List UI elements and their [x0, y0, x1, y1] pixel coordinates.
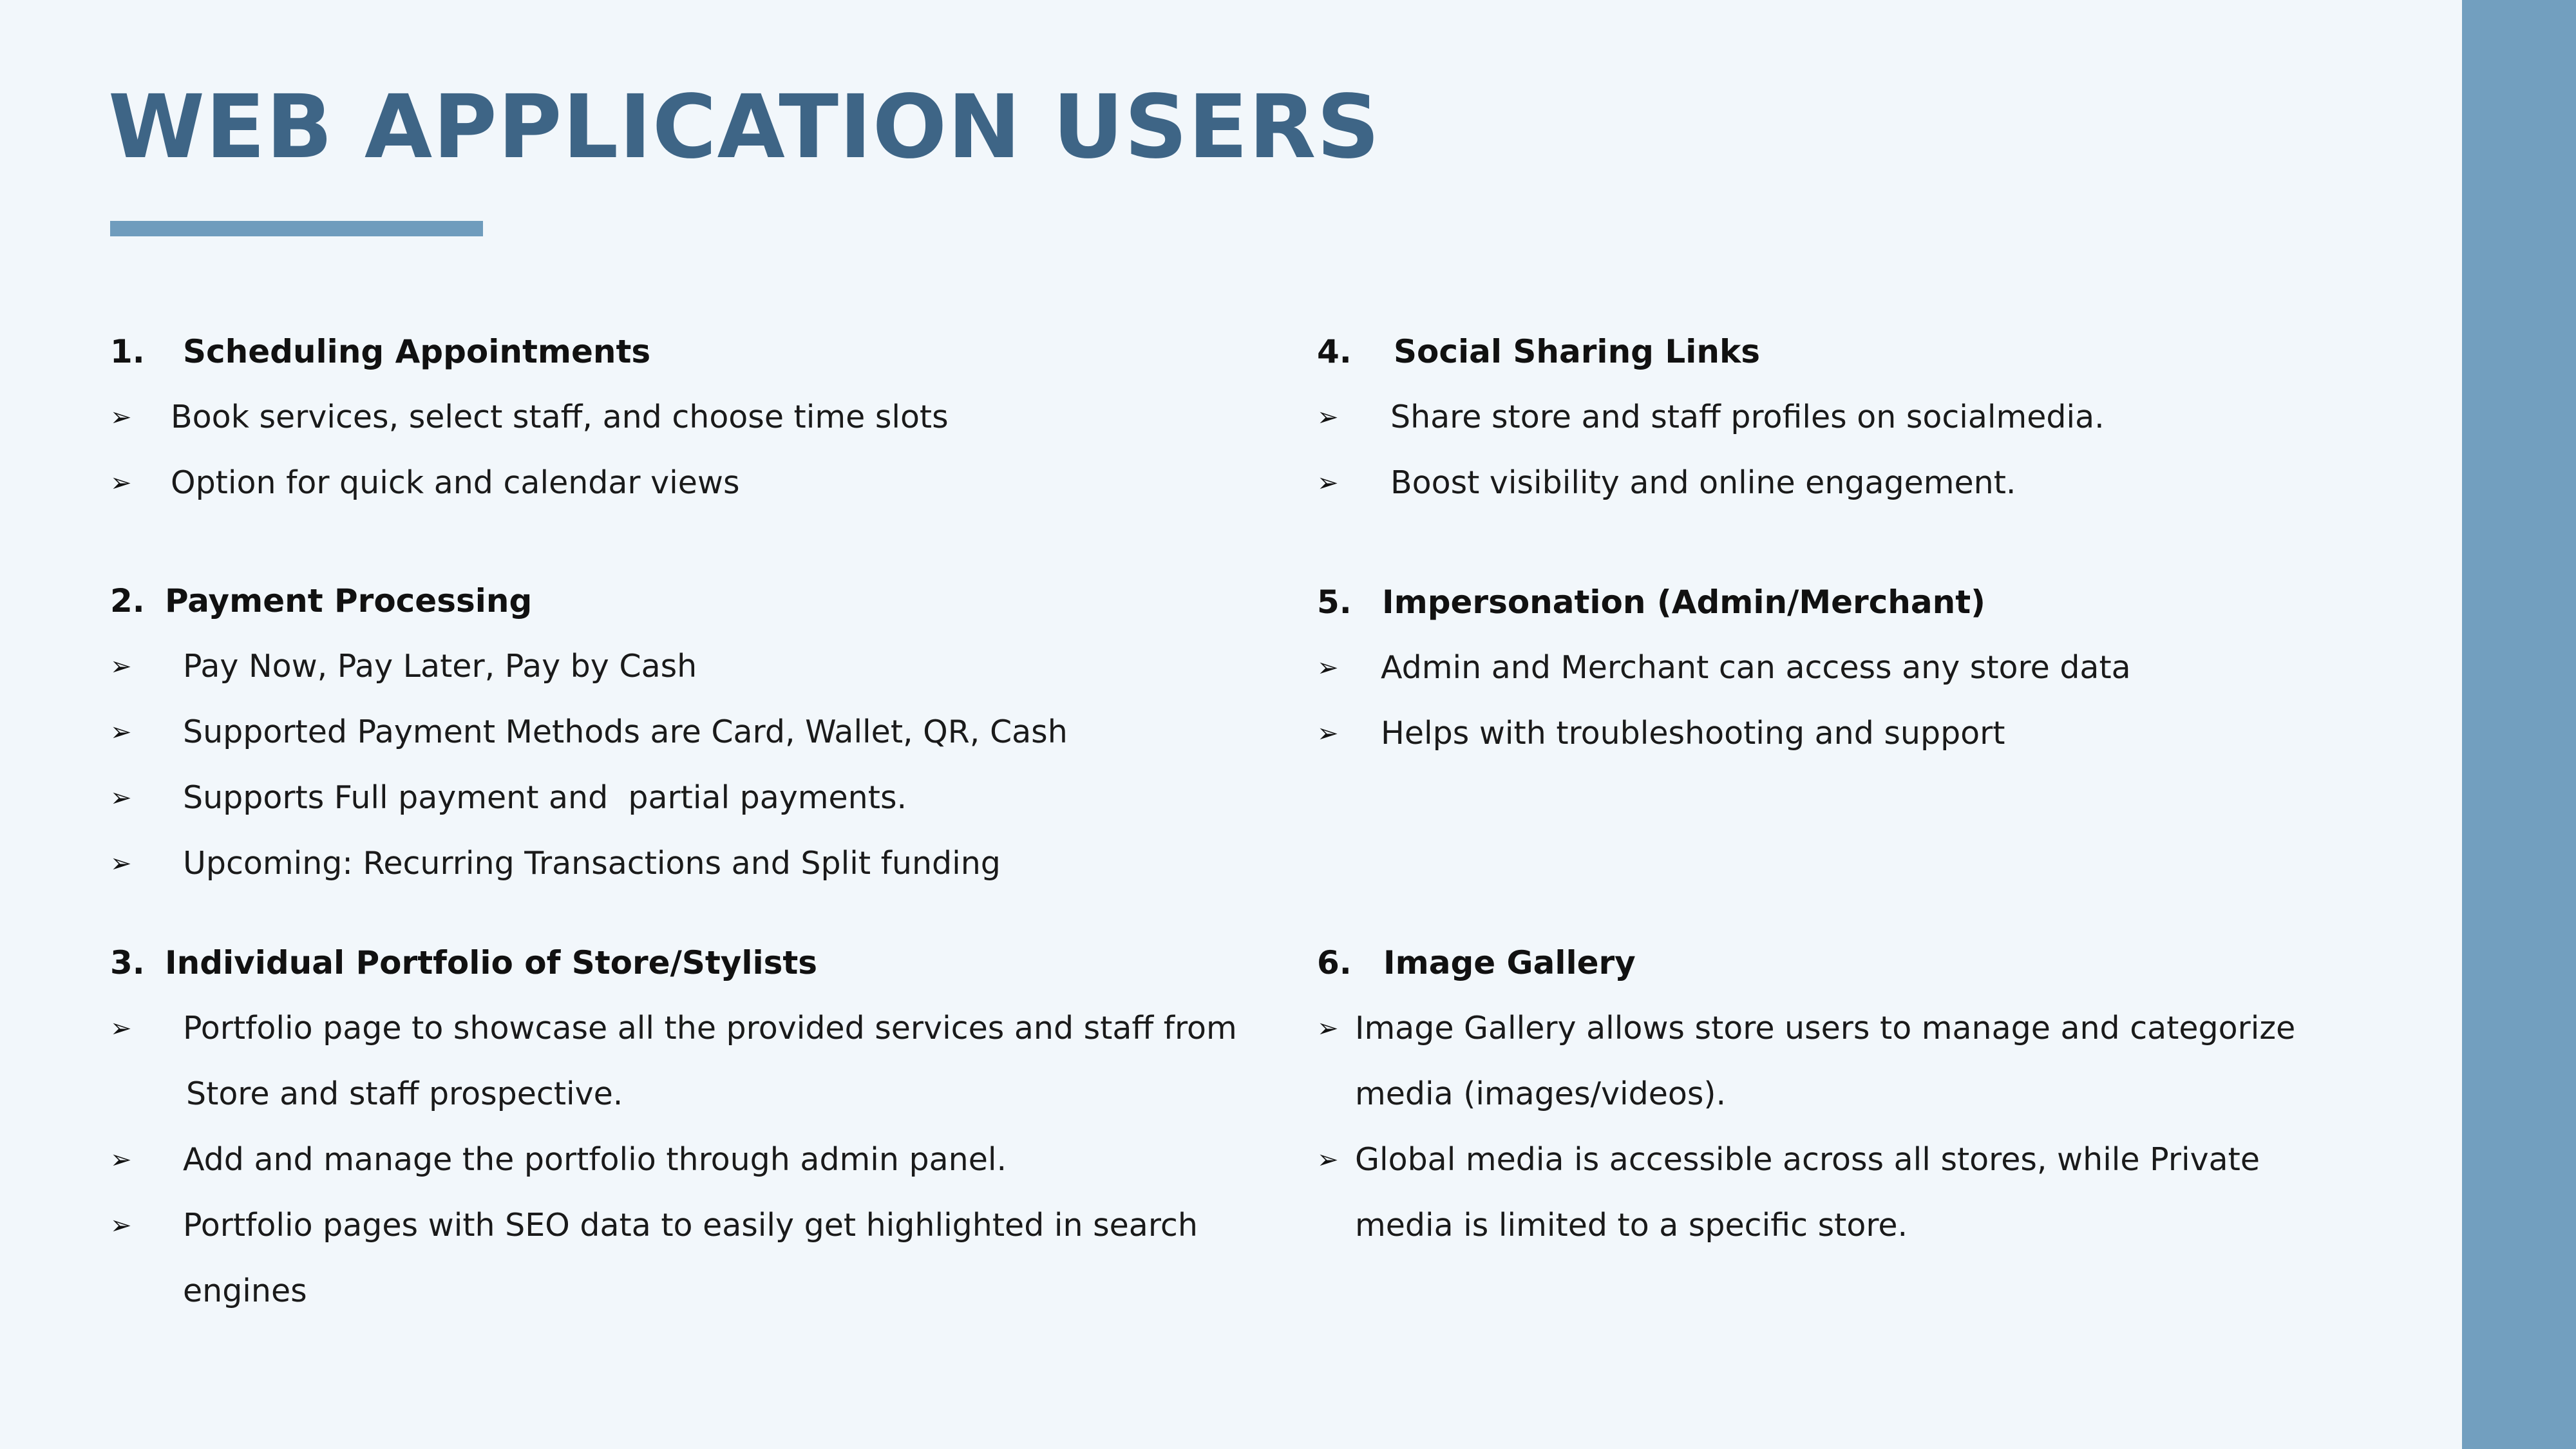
arrow-bullet-icon: ➢ — [110, 1211, 132, 1240]
page-title: WEB APPLICATION USERS — [108, 77, 1381, 178]
arrow-bullet-icon: ➢ — [110, 652, 132, 681]
section-3-item-text: Portfolio pages with SEO data to easily get highlighted in search — [183, 1207, 1198, 1244]
title-underline — [110, 221, 483, 236]
section-1-number: 1. — [110, 333, 145, 370]
section-4-item-text: Share store and staff profiles on socialmedia. — [1390, 399, 2105, 435]
arrow-bullet-icon: ➢ — [110, 717, 132, 747]
section-2-item-text: Supports Full payment and partial payments. — [183, 779, 907, 816]
arrow-bullet-icon: ➢ — [1317, 719, 1339, 748]
section-4-number: 4. — [1317, 333, 1352, 370]
section-1-item-text: Book services, select staff, and choose time slots — [171, 399, 949, 435]
section-6-item-text: Global media is accessible across all stores, while Private — [1355, 1141, 2260, 1178]
arrow-bullet-icon: ➢ — [110, 1145, 132, 1175]
section-2-item-text: Pay Now, Pay Later, Pay by Cash — [183, 648, 697, 685]
arrow-bullet-icon: ➢ — [1317, 468, 1339, 498]
section-5-number: 5. — [1317, 583, 1352, 621]
section-5-title: Impersonation (Admin/Merchant) — [1382, 583, 1985, 621]
section-3-number: 3. — [110, 944, 145, 981]
section-2-title: Payment Processing — [165, 582, 533, 620]
section-1-item-text: Option for quick and calendar views — [171, 464, 740, 501]
section-4-item-text: Boost visibility and online engagement. — [1390, 464, 2016, 501]
section-6-item-text: media is limited to a specific store. — [1355, 1207, 1908, 1244]
section-2-item-text: Supported Payment Methods are Card, Wallet, QR, Cash — [183, 714, 1068, 750]
section-3-title: Individual Portfolio of Store/Stylists — [165, 944, 818, 981]
section-5-item-text: Helps with troubleshooting and support — [1381, 715, 2005, 752]
section-3-item-text: Add and manage the portfolio through admin panel. — [183, 1141, 1007, 1178]
arrow-bullet-icon: ➢ — [110, 468, 132, 498]
section-6-item-text: media (images/videos). — [1355, 1075, 1727, 1112]
section-3-item-text: engines — [183, 1273, 307, 1309]
section-6-item-text: Image Gallery allows store users to manage and categorize — [1355, 1010, 2296, 1046]
arrow-bullet-icon: ➢ — [1317, 402, 1339, 432]
section-3-item-text: Portfolio page to showcase all the provided services and staff from — [183, 1010, 1237, 1046]
section-6-number: 6. — [1317, 944, 1352, 981]
arrow-bullet-icon: ➢ — [1317, 1145, 1339, 1175]
section-5-item-text: Admin and Merchant can access any store data — [1381, 649, 2131, 686]
arrow-bullet-icon: ➢ — [1317, 653, 1339, 683]
arrow-bullet-icon: ➢ — [110, 849, 132, 878]
section-2-item-text: Upcoming: Recurring Transactions and Split funding — [183, 845, 1001, 882]
arrow-bullet-icon: ➢ — [110, 402, 132, 432]
section-3-item-text: Store and staff prospective. — [186, 1075, 623, 1112]
right-accent-bar — [2462, 0, 2576, 1449]
section-1-title: Scheduling Appointments — [183, 333, 651, 370]
section-6-title: Image Gallery — [1383, 944, 1636, 981]
arrow-bullet-icon: ➢ — [110, 1014, 132, 1043]
section-2-number: 2. — [110, 582, 145, 620]
arrow-bullet-icon: ➢ — [110, 783, 132, 813]
section-4-title: Social Sharing Links — [1394, 333, 1760, 370]
arrow-bullet-icon: ➢ — [1317, 1014, 1339, 1043]
